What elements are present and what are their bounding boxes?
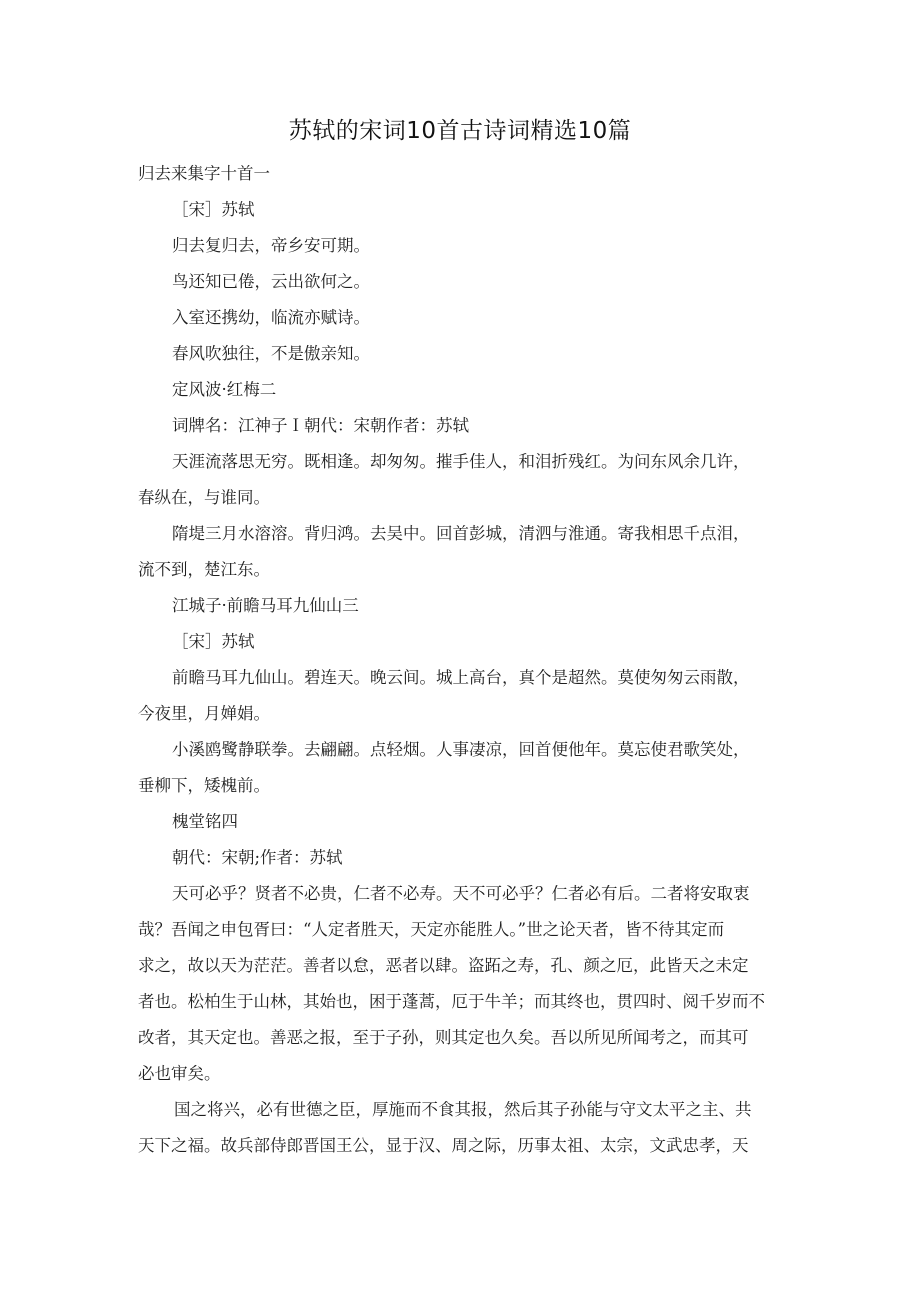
verse-line: 垂柳下，矮槐前。: [138, 776, 270, 795]
author-line: ［宋］苏轼: [172, 632, 255, 651]
prose-line: 国之将兴，必有世德之臣，厚施而不食其报，然后其子孙能与守文太平之主、共: [174, 1100, 752, 1119]
prose-line: 天可必乎？贤者不必贵，仁者不必寿。天不可必乎？仁者必有后。二者将安取衷: [172, 884, 750, 903]
verse-line: 小溪鸥鹭静联拳。去翩翩。点轻烟。人事凄凉，回首便他年。莫忘使君歌笑处，: [172, 740, 750, 759]
poem-heading: 定风波·红梅二: [172, 380, 277, 399]
meta-line: 朝代：宋朝;作者：苏轼: [172, 848, 343, 867]
prose-line: 必也审矣。: [138, 1064, 221, 1083]
author-line: ［宋］苏轼: [172, 200, 255, 219]
verse-line: 春纵在，与谁同。: [138, 488, 270, 507]
verse-line: 前瞻马耳九仙山。碧连天。晚云间。城上高台，真个是超然。莫使匆匆云雨散，: [172, 668, 750, 687]
document-title: 苏轼的宋词10首古诗词精选10篇: [288, 118, 632, 144]
verse-line: 入室还携幼，临流亦赋诗。: [172, 308, 370, 327]
verse-line: 归去复归去，帝乡安可期。: [172, 236, 370, 255]
prose-line: 求之，故以天为茫茫。善者以怠，恶者以肆。盗跖之寿，孔、颜之厄，此皆天之未定: [138, 956, 749, 975]
prose-line: 天下之福。故兵部侍郎晋国王公，显于汉、周之际，历事太祖、太宗，文武忠孝，天: [138, 1136, 749, 1155]
verse-line: 隋堤三月水溶溶。背归鸿。去吴中。回首彭城，清泗与淮通。寄我相思千点泪，: [172, 524, 750, 543]
verse-line: 鸟还知已倦，云出欲何之。: [172, 272, 370, 291]
poem-heading: 归去来集字十首一: [138, 164, 270, 183]
prose-line: 哉？吾闻之申包胥曰：“人定者胜天，天定亦能胜人。”世之论天者，皆不待其定而: [138, 920, 725, 939]
document-body: [138, 156, 778, 1164]
prose-line: 者也。松柏生于山林，其始也，困于蓬蒿，厄于牛羊；而其终也，贯四时、阅千岁而不: [138, 992, 765, 1011]
meta-line: 词牌名：江神子Ｉ朝代：宋朝作者：苏轼: [172, 416, 469, 435]
poem-heading: 槐堂铭四: [172, 812, 238, 831]
verse-line: 流不到，楚江东。: [138, 560, 270, 579]
verse-line: 天涯流落思无穷。既相逢。却匆匆。摧手佳人，和泪折残红。为问东风余几许，: [172, 452, 750, 471]
verse-line: 春风吹独往，不是傲亲知。: [172, 344, 370, 363]
verse-line: 今夜里，月婵娟。: [138, 704, 270, 723]
poem-heading: 江城子·前瞻马耳九仙山三: [172, 596, 359, 615]
prose-line: 改者，其天定也。善恶之报，至于子孙，则其定也久矣。吾以所见所闻考之，而其可: [138, 1028, 749, 1047]
